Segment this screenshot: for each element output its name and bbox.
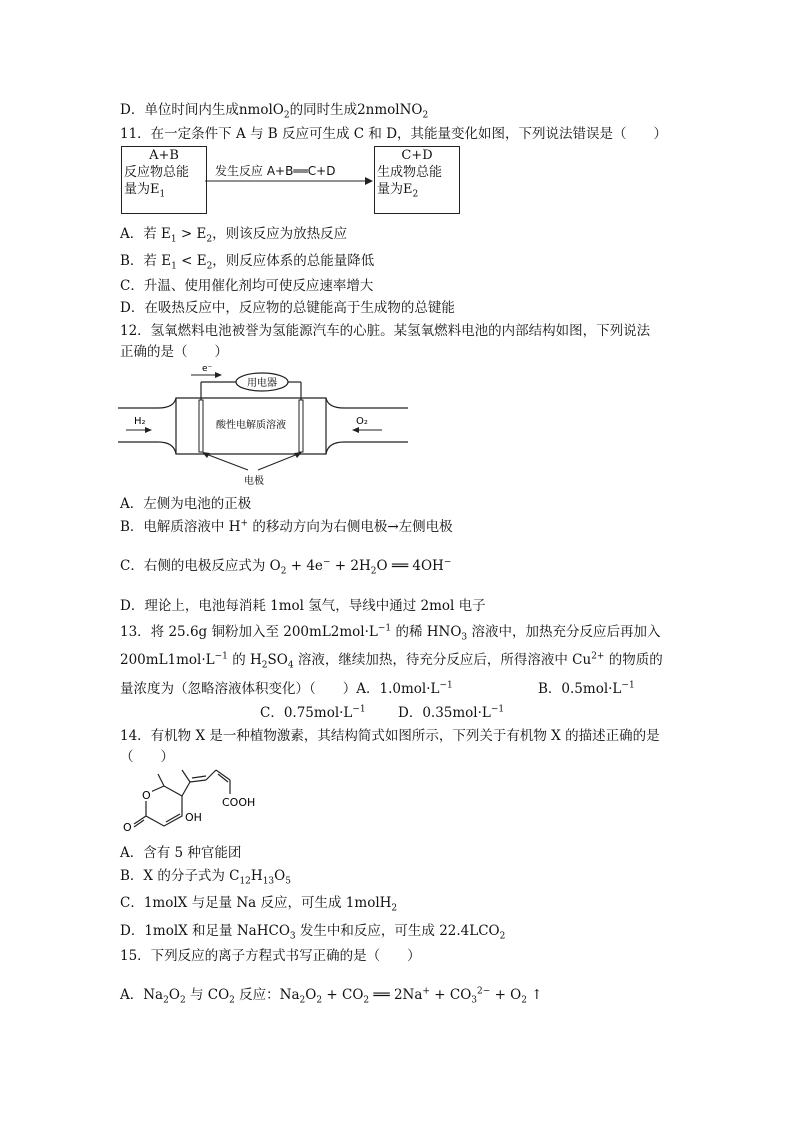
q14-option-d: D．1molX 和足量 NaHCO$_3$ 发生中和反应，可生成 $22.4LCO_2$	[120, 923, 506, 942]
q15-stem: 15．下列反应的离子方程式书写正确的是（ ）	[120, 948, 421, 964]
left-electrode	[199, 400, 203, 452]
q12-stem-line1: 12．氢氧燃料电池被誉为氢能源汽车的心脏。某氢氧燃料电池的内部结构如图，下列说法	[120, 323, 651, 339]
q13-option-d: D．$0.35mol\cdot L^{-1}$	[398, 704, 505, 721]
carboxyl-label: COOH	[222, 796, 256, 809]
q13-stem-line2: $200mL1mol\cdot L^{-1}$ 的 $H_2SO_4$ 溶液，继续加热，待充分反应后，所得溶液中 $Cu^{2+}$ 的物质的	[120, 651, 663, 671]
q14-option-a: A．含有 5 种官能团	[120, 845, 242, 861]
q11-reactant-box: A+B 反应物总能 量为$E_1$	[121, 146, 207, 214]
q12-option-b: B．电解质溶液中 H+ 的移动方向为右侧电极→左侧电极	[120, 518, 453, 535]
q11-stem: 11．在一定条件下 A 与 B 反应可生成 C 和 D，其能量变化如图，下列说法错误是（ ）	[120, 126, 668, 142]
ring-oxygen-label: O	[142, 789, 151, 802]
q10-option-d: D．单位时间内生成nmolO$_2$的同时生成2nmolNO$_2$	[120, 102, 429, 121]
q11-option-d: D．在吸热反应中，反应物的总键能高于生成物的总键能	[120, 300, 455, 316]
h2-label: H₂	[134, 416, 146, 427]
q15-option-a: A．$Na_2O_2$ 与 $CO_2$ 反应：$Na_2O_2 + CO_2$ ══ $2Na^+ + CO_3^{2-} + O_2$ ↑	[120, 986, 543, 1006]
solution-label: 酸性电解质溶液	[216, 420, 286, 431]
q13-option-c: C．$0.75mol\cdot L^{-1}$	[260, 704, 366, 721]
q11-option-c: C．升温、使用催化剂均可使反应速率增大	[120, 278, 374, 294]
carbonyl-oxygen-label: O	[123, 821, 132, 834]
q14-stem-line1: 14．有机物 X 是一种植物激素，其结构简式如图所示，下列关于有机物 X 的描述正确的是	[120, 728, 660, 744]
q12-fuel-cell-diagram	[118, 362, 408, 492]
q12-option-c: C．右侧的电极反应式为 $O_2 + 4e^- + 2H_2O$ ══ 4OH−	[120, 557, 452, 577]
q11-option-b: B．若 $E_1 < E_2$，则反应体系的总能量降低	[120, 253, 375, 272]
q14-structure-diagram	[118, 764, 268, 836]
q14-option-c: C．1molX 与足量 Na 反应，可生成 1molH$_2$	[120, 895, 398, 914]
hydroxyl-label: OH	[185, 811, 202, 824]
right-electrode	[299, 400, 303, 452]
device-label: 用电器	[247, 378, 277, 389]
q12-option-d: D．理论上，电池每消耗 1mol 氢气，导线中通过 2mol 电子	[120, 598, 486, 614]
q14-stem-line2: （ ）	[120, 749, 174, 765]
q11-arrow-label: 发生反应 A+B══C+D	[215, 164, 336, 178]
q12-option-a: A．左侧为电池的正极	[120, 496, 252, 512]
q14-option-b: B．X 的分子式为 $C_{12}H_{13}O_5$	[120, 868, 291, 887]
electron-label: e⁻	[202, 364, 213, 374]
q13-stem-line3-option-a: 量浓度为（忽略溶液体积变化）（ ）A．$1.0mol\cdot L^{-1}$	[120, 680, 453, 697]
q11-product-box: C+D 生成物总能 量为$E_2$	[374, 146, 460, 214]
q11-option-a: A．若 $E_1 > E_2$，则该反应为放热反应	[120, 226, 348, 245]
q12-stem-line2: 正确的是（ ）	[120, 344, 228, 360]
electrode-label: 电极	[244, 476, 264, 487]
q13-option-b: B．$0.5mol\cdot L^{-1}$	[538, 680, 635, 697]
o2-label: O₂	[356, 416, 368, 427]
q13-stem-line1: 13．将 25.6g 铜粉加入至 $200mL2mol\cdot L^{-1}$ 的稀 $HNO_3$ 溶液中，加热充分反应后再加入	[120, 623, 661, 643]
q11-reaction-arrow	[205, 176, 375, 186]
